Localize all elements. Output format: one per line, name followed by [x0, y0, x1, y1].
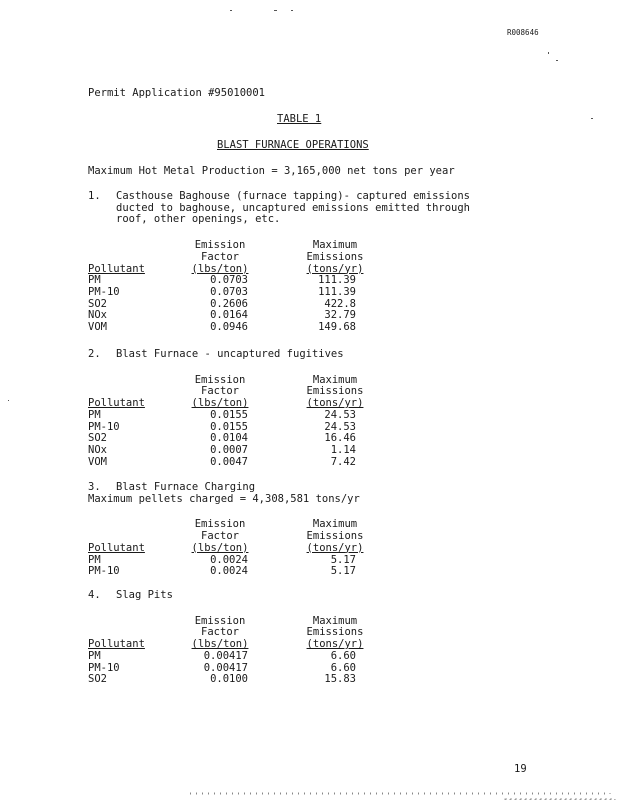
emission-factor-header: (lbs/ton) — [191, 541, 249, 554]
emission-factor-header: (lbs/ton) — [191, 262, 249, 275]
max-emissions-cell: 111.39 — [318, 285, 356, 298]
max-emissions-cell: 24.53 — [324, 420, 356, 433]
max-emissions-cell: 15.83 — [324, 673, 356, 686]
emission-factor-header: Factor — [201, 385, 239, 398]
max-emissions-cell: 5.17 — [330, 553, 356, 566]
pollutant-header: Pollutant — [88, 638, 145, 651]
max-emissions-cell: 32.79 — [324, 309, 356, 322]
section-title-line: Casthouse Baghouse (furnace tapping)- captured emissions — [116, 190, 471, 202]
max-emissions-header: Maximum — [312, 239, 358, 252]
emission-factor-header: Emission — [194, 614, 246, 627]
page-number: 19 — [514, 763, 527, 775]
max-emissions-header: Maximum — [312, 518, 358, 531]
max-emissions-header: (tons/yr) — [306, 638, 364, 651]
max-emissions-cell: 5.17 — [330, 565, 356, 578]
pollutant-header: Pollutant — [88, 397, 145, 410]
max-emissions-cell: 6.60 — [330, 661, 356, 674]
pollutant-cell: PM-10 — [88, 285, 120, 298]
bottom-dotted-edge — [190, 793, 615, 800]
emission-factor-cell: 0.0155 — [210, 420, 248, 433]
pollutant-cell: PM — [88, 553, 101, 566]
section-title-line: roof, other openings, etc. — [116, 213, 281, 226]
section-title-line: ducted to baghouse, uncaptured emissions emitted through — [116, 201, 471, 214]
pollutant-header: Pollutant — [88, 541, 145, 554]
max-emissions-header: Maximum — [312, 614, 358, 627]
max-emissions-cell: 422.8 — [324, 297, 356, 310]
emission-factor-cell: 0.0100 — [210, 673, 248, 686]
pollutant-cell: SO2 — [88, 297, 107, 310]
max-emissions-cell: 16.46 — [324, 432, 356, 445]
permit-title: Permit Application #95010001 — [88, 87, 266, 99]
section-title: BLAST FURNACE OPERATIONS — [217, 139, 369, 151]
max-emissions-cell: 1.14 — [330, 443, 356, 456]
max-emissions-cell: 6.60 — [330, 649, 356, 662]
emission-factor-cell: 0.0164 — [210, 309, 248, 322]
table-label: TABLE 1 — [277, 113, 322, 125]
emission-factor-header: (lbs/ton) — [191, 638, 249, 651]
emission-factor-cell: 0.0024 — [210, 565, 248, 578]
emission-factor-cell: 0.0703 — [210, 285, 248, 298]
emission-factor-cell: 0.0047 — [210, 455, 248, 468]
emission-factor-cell: 0.0024 — [210, 553, 248, 566]
emission-factor-cell: 0.0104 — [210, 432, 248, 445]
pollutant-cell: PM-10 — [88, 565, 120, 578]
max-emissions-header: Emissions — [306, 530, 364, 543]
section-number: 3. — [88, 481, 101, 493]
section-title-line: Slag Pits — [116, 589, 173, 601]
pollutant-header: Pollutant — [88, 262, 145, 275]
pollutant-cell: VOM — [88, 321, 107, 333]
pollutant-cell: PM — [88, 649, 101, 662]
max-production: Maximum Hot Metal Production = 3,165,000 net tons per year — [88, 165, 455, 177]
section-subtitle: Maximum pellets charged = 4,308,581 tons/yr — [88, 492, 360, 505]
max-emissions-cell: 149.68 — [318, 321, 356, 333]
max-emissions-header: (tons/yr) — [306, 262, 364, 275]
section-number: 4. — [88, 589, 101, 601]
emission-factor-header: Factor — [201, 626, 239, 639]
pollutant-cell: NOx — [88, 309, 107, 322]
section-title-line: Blast Furnace - uncaptured fugitives — [116, 348, 344, 360]
emission-factor-cell: 0.0946 — [210, 321, 248, 333]
emission-factor-header: Factor — [201, 530, 239, 543]
emission-factor-header: (lbs/ton) — [191, 397, 249, 410]
emission-factor-cell: 0.0155 — [210, 408, 248, 421]
section-number: 1. — [88, 190, 101, 202]
pollutant-cell: PM-10 — [88, 661, 120, 674]
pollutant-cell: VOM — [88, 455, 107, 468]
max-emissions-cell: 7.42 — [330, 455, 356, 468]
max-emissions-header: Emissions — [306, 385, 364, 398]
section-title-line: Blast Furnace Charging — [116, 481, 256, 493]
pollutant-cell: PM-10 — [88, 420, 120, 433]
max-emissions-header: (tons/yr) — [306, 541, 364, 554]
section-number: 2. — [88, 348, 101, 360]
emission-factor-header: Factor — [201, 250, 239, 263]
max-emissions-header: Emissions — [306, 626, 364, 639]
pollutant-cell: SO2 — [88, 432, 107, 445]
emission-factor-header: Emission — [194, 518, 246, 531]
pollutant-cell: PM — [88, 274, 101, 287]
emission-factor-cell: 0.0703 — [210, 274, 248, 287]
document-id: R008646 — [507, 28, 539, 37]
max-emissions-header: Maximum — [312, 373, 358, 386]
pollutant-cell: SO2 — [88, 673, 107, 686]
max-emissions-cell: 111.39 — [318, 274, 356, 287]
pollutant-cell: PM — [88, 408, 101, 421]
emission-factor-cell: 0.00417 — [203, 661, 248, 674]
emission-factor-header: Emission — [194, 373, 246, 386]
max-emissions-cell: 24.53 — [324, 408, 356, 421]
emission-factor-header: Emission — [194, 239, 246, 252]
emission-factor-cell: 0.0007 — [210, 443, 248, 456]
emission-factor-cell: 0.00417 — [203, 649, 248, 662]
pollutant-cell: NOx — [88, 443, 107, 456]
emission-factor-cell: 0.2606 — [210, 297, 248, 310]
max-emissions-header: Emissions — [306, 250, 364, 263]
max-emissions-header: (tons/yr) — [306, 397, 364, 410]
